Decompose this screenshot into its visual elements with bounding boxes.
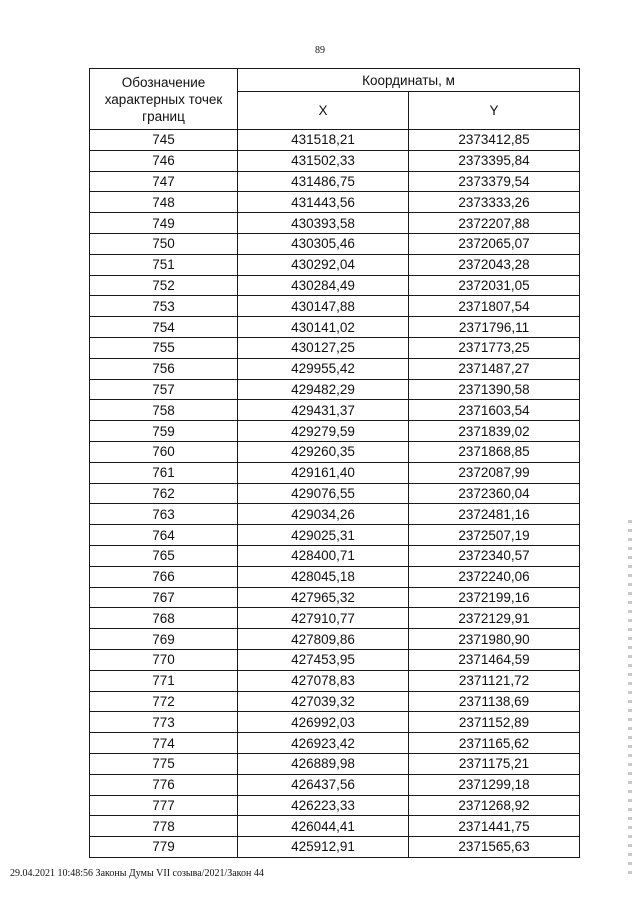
table-row (90, 587, 580, 608)
table-row (90, 483, 580, 504)
table-row (90, 192, 580, 213)
point-number-cell: 759 (90, 421, 238, 442)
point-number-cell: 766 (90, 566, 238, 587)
y-coordinate-cell: 2371603,54 (409, 400, 580, 421)
table-row (90, 753, 580, 774)
x-coordinate-cell: 430284,49 (238, 275, 409, 296)
y-coordinate-cell: 2372481,16 (409, 504, 580, 525)
point-number-cell: 758 (90, 400, 238, 421)
table-row (90, 441, 580, 462)
x-coordinate-cell: 429076,55 (238, 483, 409, 504)
y-coordinate-cell: 2372043,28 (409, 254, 580, 275)
header-y: Y (409, 92, 580, 130)
x-coordinate-cell: 430393,58 (238, 213, 409, 234)
y-coordinate-cell: 2372240,06 (409, 566, 580, 587)
x-coordinate-cell: 429431,37 (238, 400, 409, 421)
x-coordinate-cell: 431518,21 (238, 130, 409, 151)
x-coordinate-cell: 427910,77 (238, 608, 409, 629)
x-coordinate-cell: 427078,83 (238, 670, 409, 691)
table-row (90, 774, 580, 795)
y-coordinate-cell: 2371980,90 (409, 629, 580, 650)
point-number-cell: 776 (90, 774, 238, 795)
x-coordinate-cell: 429034,26 (238, 504, 409, 525)
point-number-cell: 757 (90, 379, 238, 400)
y-coordinate-cell: 2373412,85 (409, 130, 580, 151)
point-number-cell: 751 (90, 254, 238, 275)
table-row (90, 213, 580, 234)
y-coordinate-cell: 2371807,54 (409, 296, 580, 317)
x-coordinate-cell: 428400,71 (238, 545, 409, 566)
point-number-cell: 773 (90, 712, 238, 733)
table-row (90, 337, 580, 358)
header-x: X (238, 92, 409, 130)
side-scan-marks (628, 520, 632, 880)
table-row (90, 462, 580, 483)
x-coordinate-cell: 426437,56 (238, 774, 409, 795)
y-coordinate-cell: 2373379,54 (409, 171, 580, 192)
table-row (90, 691, 580, 712)
point-number-cell: 760 (90, 441, 238, 462)
x-coordinate-cell: 430292,04 (238, 254, 409, 275)
y-coordinate-cell: 2371165,62 (409, 733, 580, 754)
x-coordinate-cell: 430147,88 (238, 296, 409, 317)
point-number-cell: 777 (90, 795, 238, 816)
y-coordinate-cell: 2371839,02 (409, 421, 580, 442)
point-number-cell: 752 (90, 275, 238, 296)
point-number-cell: 770 (90, 649, 238, 670)
point-number-cell: 745 (90, 130, 238, 151)
point-number-cell: 778 (90, 816, 238, 837)
point-number-cell: 769 (90, 629, 238, 650)
point-number-cell: 750 (90, 233, 238, 254)
x-coordinate-cell: 429955,42 (238, 358, 409, 379)
table-row (90, 171, 580, 192)
table-row (90, 421, 580, 442)
point-number-cell: 767 (90, 587, 238, 608)
x-coordinate-cell: 430141,02 (238, 317, 409, 338)
point-number-cell: 768 (90, 608, 238, 629)
x-coordinate-cell: 426223,33 (238, 795, 409, 816)
point-number-cell: 772 (90, 691, 238, 712)
x-coordinate-cell: 427965,32 (238, 587, 409, 608)
x-coordinate-cell: 426992,03 (238, 712, 409, 733)
point-number-cell: 774 (90, 733, 238, 754)
point-number-cell: 761 (90, 462, 238, 483)
header-point-designation: Обозначение характерных точек границ (90, 69, 238, 130)
table-row (90, 254, 580, 275)
point-number-cell: 748 (90, 192, 238, 213)
y-coordinate-cell: 2371175,21 (409, 753, 580, 774)
point-number-cell: 747 (90, 171, 238, 192)
y-coordinate-cell: 2372340,57 (409, 545, 580, 566)
point-number-cell: 771 (90, 670, 238, 691)
point-number-cell: 765 (90, 545, 238, 566)
point-number-cell: 749 (90, 213, 238, 234)
table-row (90, 629, 580, 650)
table-row (90, 545, 580, 566)
x-coordinate-cell: 427039,32 (238, 691, 409, 712)
x-coordinate-cell: 426889,98 (238, 753, 409, 774)
y-coordinate-cell: 2371441,75 (409, 816, 580, 837)
x-coordinate-cell: 430305,46 (238, 233, 409, 254)
y-coordinate-cell: 2372087,99 (409, 462, 580, 483)
page-number: 89 (315, 45, 325, 56)
y-coordinate-cell: 2372199,16 (409, 587, 580, 608)
table-row (90, 296, 580, 317)
table-row (90, 504, 580, 525)
x-coordinate-cell: 427809,86 (238, 629, 409, 650)
table-row (90, 525, 580, 546)
x-coordinate-cell: 431443,56 (238, 192, 409, 213)
x-coordinate-cell: 425912,91 (238, 837, 409, 858)
point-number-cell: 763 (90, 504, 238, 525)
y-coordinate-cell: 2372360,04 (409, 483, 580, 504)
point-number-cell: 756 (90, 358, 238, 379)
point-number-cell: 779 (90, 837, 238, 858)
y-coordinate-cell: 2371868,85 (409, 441, 580, 462)
table-row (90, 130, 580, 151)
table-row (90, 233, 580, 254)
x-coordinate-cell: 428045,18 (238, 566, 409, 587)
y-coordinate-cell: 2371565,63 (409, 837, 580, 858)
point-number-cell: 762 (90, 483, 238, 504)
y-coordinate-cell: 2371138,69 (409, 691, 580, 712)
coordinates-table (89, 68, 580, 858)
y-coordinate-cell: 2371773,25 (409, 337, 580, 358)
y-coordinate-cell: 2372031,05 (409, 275, 580, 296)
point-number-cell: 753 (90, 296, 238, 317)
table-body (90, 130, 580, 858)
x-coordinate-cell: 426923,42 (238, 733, 409, 754)
table-row (90, 317, 580, 338)
y-coordinate-cell: 2371487,27 (409, 358, 580, 379)
table-row (90, 275, 580, 296)
table-row (90, 150, 580, 171)
y-coordinate-cell: 2371299,18 (409, 774, 580, 795)
table-row (90, 837, 580, 858)
x-coordinate-cell: 431502,33 (238, 150, 409, 171)
table-row (90, 712, 580, 733)
y-coordinate-cell: 2372207,88 (409, 213, 580, 234)
table-row (90, 733, 580, 754)
point-number-cell: 775 (90, 753, 238, 774)
y-coordinate-cell: 2372507,19 (409, 525, 580, 546)
header-coordinates: Координаты, м (238, 69, 580, 92)
table-row (90, 400, 580, 421)
table-row (90, 379, 580, 400)
footer-stamp: 29.04.2021 10:48:56 Законы Думы VII созыва/2021/Закон 44 (10, 868, 264, 879)
y-coordinate-cell: 2373395,84 (409, 150, 580, 171)
x-coordinate-cell: 429482,29 (238, 379, 409, 400)
x-coordinate-cell: 429161,40 (238, 462, 409, 483)
x-coordinate-cell: 426044,41 (238, 816, 409, 837)
table-row (90, 608, 580, 629)
y-coordinate-cell: 2371796,11 (409, 317, 580, 338)
x-coordinate-cell: 427453,95 (238, 649, 409, 670)
table-row (90, 649, 580, 670)
y-coordinate-cell: 2371390,58 (409, 379, 580, 400)
x-coordinate-cell: 429260,35 (238, 441, 409, 462)
x-coordinate-cell: 430127,25 (238, 337, 409, 358)
point-number-cell: 755 (90, 337, 238, 358)
y-coordinate-cell: 2371152,89 (409, 712, 580, 733)
y-coordinate-cell: 2371121,72 (409, 670, 580, 691)
y-coordinate-cell: 2372129,91 (409, 608, 580, 629)
y-coordinate-cell: 2371464,59 (409, 649, 580, 670)
point-number-cell: 746 (90, 150, 238, 171)
x-coordinate-cell: 429025,31 (238, 525, 409, 546)
table-row (90, 816, 580, 837)
y-coordinate-cell: 2373333,26 (409, 192, 580, 213)
point-number-cell: 754 (90, 317, 238, 338)
table-row (90, 566, 580, 587)
y-coordinate-cell: 2371268,92 (409, 795, 580, 816)
table-row (90, 670, 580, 691)
table-row (90, 795, 580, 816)
x-coordinate-cell: 431486,75 (238, 171, 409, 192)
x-coordinate-cell: 429279,59 (238, 421, 409, 442)
table-row (90, 358, 580, 379)
point-number-cell: 764 (90, 525, 238, 546)
y-coordinate-cell: 2372065,07 (409, 233, 580, 254)
